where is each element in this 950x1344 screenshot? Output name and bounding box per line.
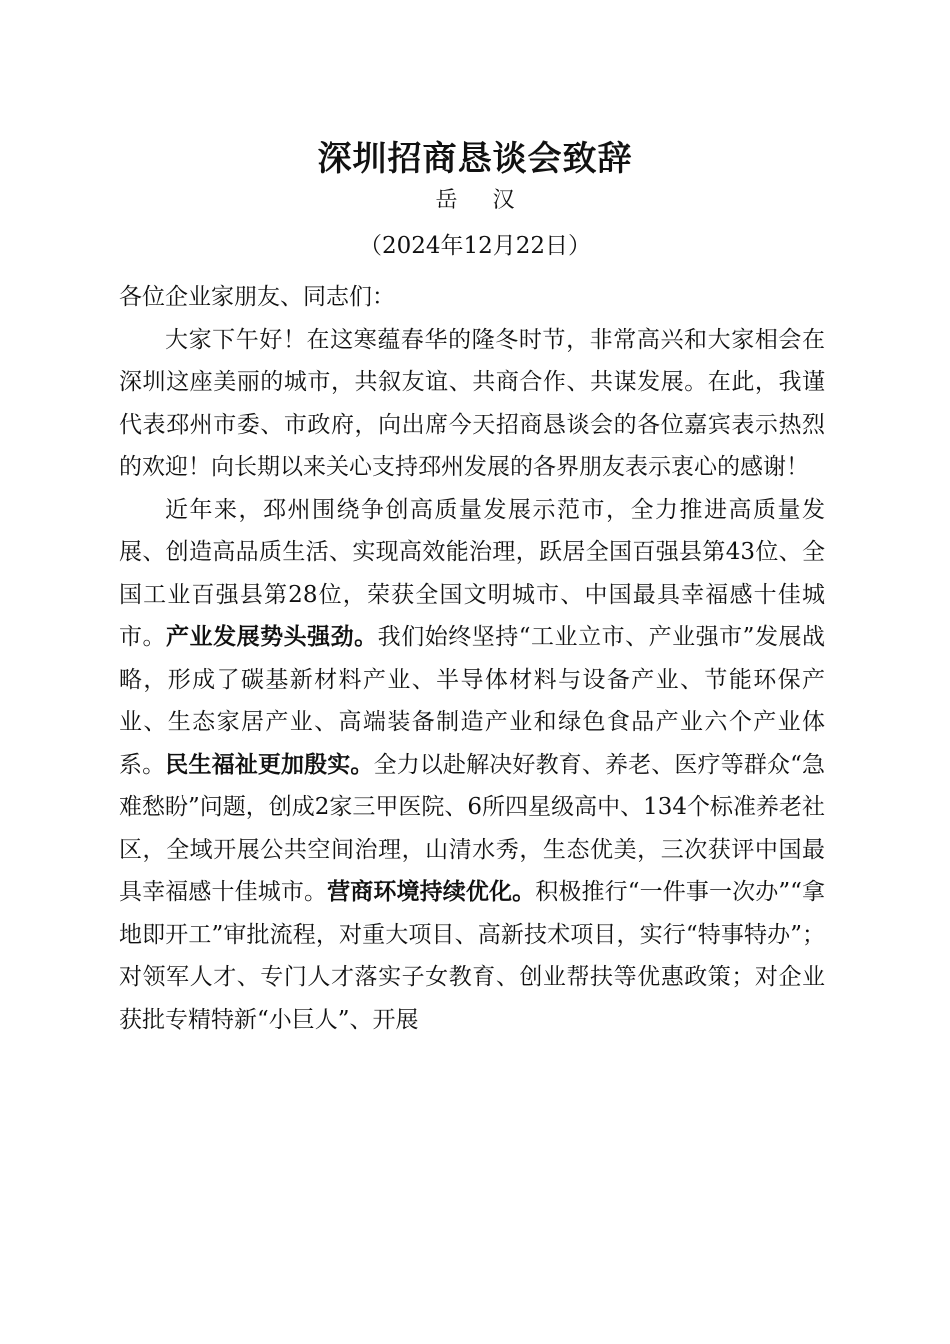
salutation: 各位企业家朋友、同志们：: [119, 284, 395, 310]
section-text-business-environment: 积极推行“一件事一次办”“拿地即开工”审批流程，对重大项目、高新技术项目，实行“特事特办”；对领军人才、专门人才落实子女教育、创业帮扶等优惠政策；对企业获批专精特新“小巨人”、开展: [119, 879, 826, 1033]
paragraph-intro: 近年来，邳州围绕争创高质量发展示范市，全力推进高质量发展、创造高品质生活、实现高效能治理，跃居全国百强县第43位、全国工业百强县第28位，荣获全国文明城市、中国最具幸福感十佳城市。: [119, 496, 825, 650]
paragraph-achievements: [119, 489, 825, 1042]
document-body: [119, 276, 825, 1041]
section-text-industry: 我们始终坚持“工业立市、产业强市”发展战略，形成了碳基新材料产业、半导体材料与设备产业、节能环保产业、生态家居产业、高端装备制造产业和绿色食品产业六个产业体系。: [119, 624, 825, 778]
document-author: 岳 汉: [435, 188, 529, 213]
section-heading-industry: 产业发展势头强劲。: [166, 624, 378, 650]
section-heading-business-environment: 营商环境持续优化。: [327, 879, 536, 905]
document-title: 深圳招商恳谈会致辞: [317, 139, 633, 179]
section-text-livelihood: 全力以赴解决好教育、养老、医疗等群众“急难愁盼”问题，创成2家三甲医院、6所四星级高中、134个标准养老社区，全域开展公共空间治理，山清水秀，生态优美，三次获评中国最具幸福感十佳城市。: [119, 751, 826, 905]
paragraph-welcome: 大家下午好！在这寒蕴春华的隆冬时节，非常高兴和大家相会在深圳这座美丽的城市，共叙友谊、共商合作、共谋发展。在此，我谨代表邳州市委、市政府，向出席今天招商恳谈会的各位嘉宾表示热烈的欢迎！向长期以来关心支持邳州发展的各界朋友表示衷心的感谢！: [119, 326, 825, 480]
section-heading-livelihood: 民生福祉更加殷实。: [165, 751, 374, 778]
document-date: （2024年12月22日）: [358, 233, 592, 259]
